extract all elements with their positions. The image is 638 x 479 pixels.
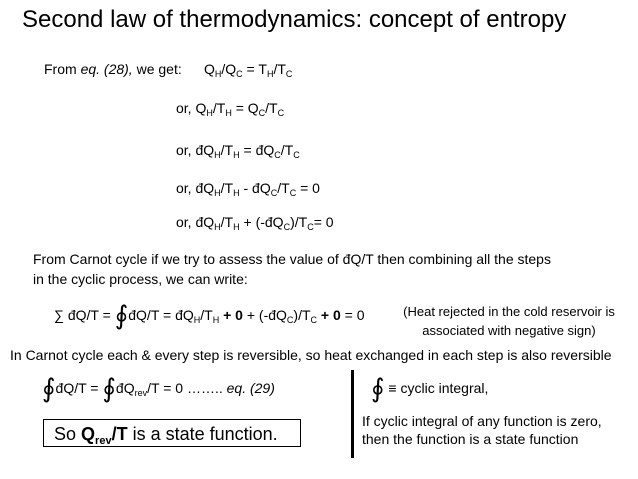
- sum-lhs: ∑ đQ/T =: [54, 307, 115, 323]
- term: = Q: [231, 100, 259, 116]
- or-prefix: or,: [176, 100, 196, 116]
- subscript: H: [214, 222, 221, 232]
- derivation-line-3: [176, 179, 320, 197]
- box-rest: is a state function.: [127, 424, 278, 444]
- term: = 0: [313, 214, 334, 230]
- derivation-line-1: [176, 99, 284, 117]
- term: đQ: [115, 380, 135, 396]
- note-line-1: (Heat rejected in the cold reservoir is: [403, 304, 615, 319]
- intro-prefix: From: [44, 61, 81, 77]
- subscript: C: [258, 108, 266, 118]
- term: Q: [195, 100, 207, 116]
- subscript: C: [310, 315, 318, 325]
- conclusion-line-2: then the function is a state function: [362, 431, 579, 447]
- or-prefix: or,: [176, 214, 196, 230]
- box-prefix: So: [54, 424, 82, 444]
- cyclic-equation: [42, 373, 275, 403]
- term: /T: [277, 180, 290, 196]
- or-prefix: or,: [176, 142, 196, 158]
- eq-reference: eq. (29): [226, 380, 275, 396]
- subscript: H: [193, 315, 201, 325]
- term: đQ: [195, 214, 215, 230]
- term: /T: [273, 61, 286, 77]
- subscript: C: [285, 69, 293, 79]
- term: đQ: [195, 142, 215, 158]
- term: /T: [220, 142, 234, 158]
- carnot-line-2: in the cyclic process, we can write:: [33, 271, 248, 287]
- subscript: H: [214, 188, 221, 198]
- sum-end: = 0: [340, 307, 365, 323]
- term: /T = 0 ……..: [147, 380, 227, 396]
- subscript: H: [212, 315, 220, 325]
- subscript: H: [266, 69, 274, 79]
- intro-text: [44, 60, 182, 78]
- subscript: C: [286, 315, 294, 325]
- cyclic-definition-text: ≡ cyclic integral,: [384, 380, 489, 396]
- term: /T: [220, 214, 234, 230]
- derivation-line-2: [176, 141, 300, 159]
- term: đQ: [195, 180, 215, 196]
- subscript: C: [307, 222, 314, 232]
- term: /T: [200, 307, 213, 323]
- term: = T: [242, 61, 267, 77]
- page-title: Second law of thermodynamics: concept of entropy: [22, 6, 567, 33]
- subscript: rev: [95, 435, 112, 447]
- subscript: H: [214, 150, 221, 160]
- subscript: C: [289, 188, 297, 198]
- subscript: C: [293, 150, 300, 160]
- subscript: H: [233, 150, 240, 160]
- box-suffix: /T: [111, 424, 128, 444]
- intro-suffix: we get:: [132, 61, 182, 77]
- term: )/T: [293, 307, 311, 323]
- subscript: C: [283, 222, 291, 232]
- subscript: H: [225, 108, 232, 118]
- sign-note: [398, 302, 620, 340]
- cyclic-definition: [371, 373, 489, 403]
- subscript: C: [236, 69, 243, 79]
- zero-term: + 0: [219, 307, 243, 323]
- subscript: C: [274, 150, 281, 160]
- term: - đQ: [239, 180, 271, 196]
- subscript: C: [270, 188, 278, 198]
- term: /T: [212, 100, 226, 116]
- cyclic-integral-icon: ∮: [371, 373, 385, 403]
- cyclic-integral-icon: ∮: [102, 373, 116, 403]
- term: đQ/T =: [55, 380, 103, 396]
- term: = đQ: [239, 142, 275, 158]
- term: + (-đQ: [242, 307, 287, 323]
- or-prefix: or,: [176, 180, 196, 196]
- note-line-2: associated with negative sign): [422, 323, 596, 338]
- subscript: C: [277, 108, 285, 118]
- state-function-box: [43, 419, 301, 447]
- cyclic-integral-icon: ∮: [114, 300, 129, 330]
- box-q: Q: [81, 424, 96, 444]
- term: /T: [220, 180, 234, 196]
- term: Q: [204, 61, 215, 77]
- divider-line: [351, 370, 354, 458]
- derivation-line-4: [176, 213, 334, 231]
- reversible-statement: In Carnot cycle each & every step is reversible, so heat exchanged in each step is also reversible: [10, 347, 612, 363]
- zero-term: + 0: [317, 307, 341, 323]
- intro-eq-ref: eq. (28),: [80, 61, 133, 77]
- subscript: H: [233, 188, 240, 198]
- term: )/T: [290, 214, 308, 230]
- subscript: H: [214, 69, 222, 79]
- subscript: H: [233, 222, 240, 232]
- term: + (-đQ: [239, 214, 284, 230]
- subscript: H: [206, 108, 213, 118]
- term: /T: [265, 100, 278, 116]
- term: /T: [280, 142, 294, 158]
- derivation-line-0: [204, 60, 292, 78]
- term: = 0: [296, 180, 320, 196]
- sum-equation: [54, 300, 365, 330]
- carnot-line-1: From Carnot cycle if we try to assess the value of đQ/T then combining all the steps: [33, 251, 551, 267]
- conclusion-line-1: If cyclic integral of any function is zero,: [362, 413, 602, 429]
- subscript: rev: [134, 388, 148, 398]
- sum-mid: đQ/T = đQ: [128, 307, 194, 323]
- term: /Q: [221, 61, 237, 77]
- cyclic-integral-icon: ∮: [42, 373, 56, 403]
